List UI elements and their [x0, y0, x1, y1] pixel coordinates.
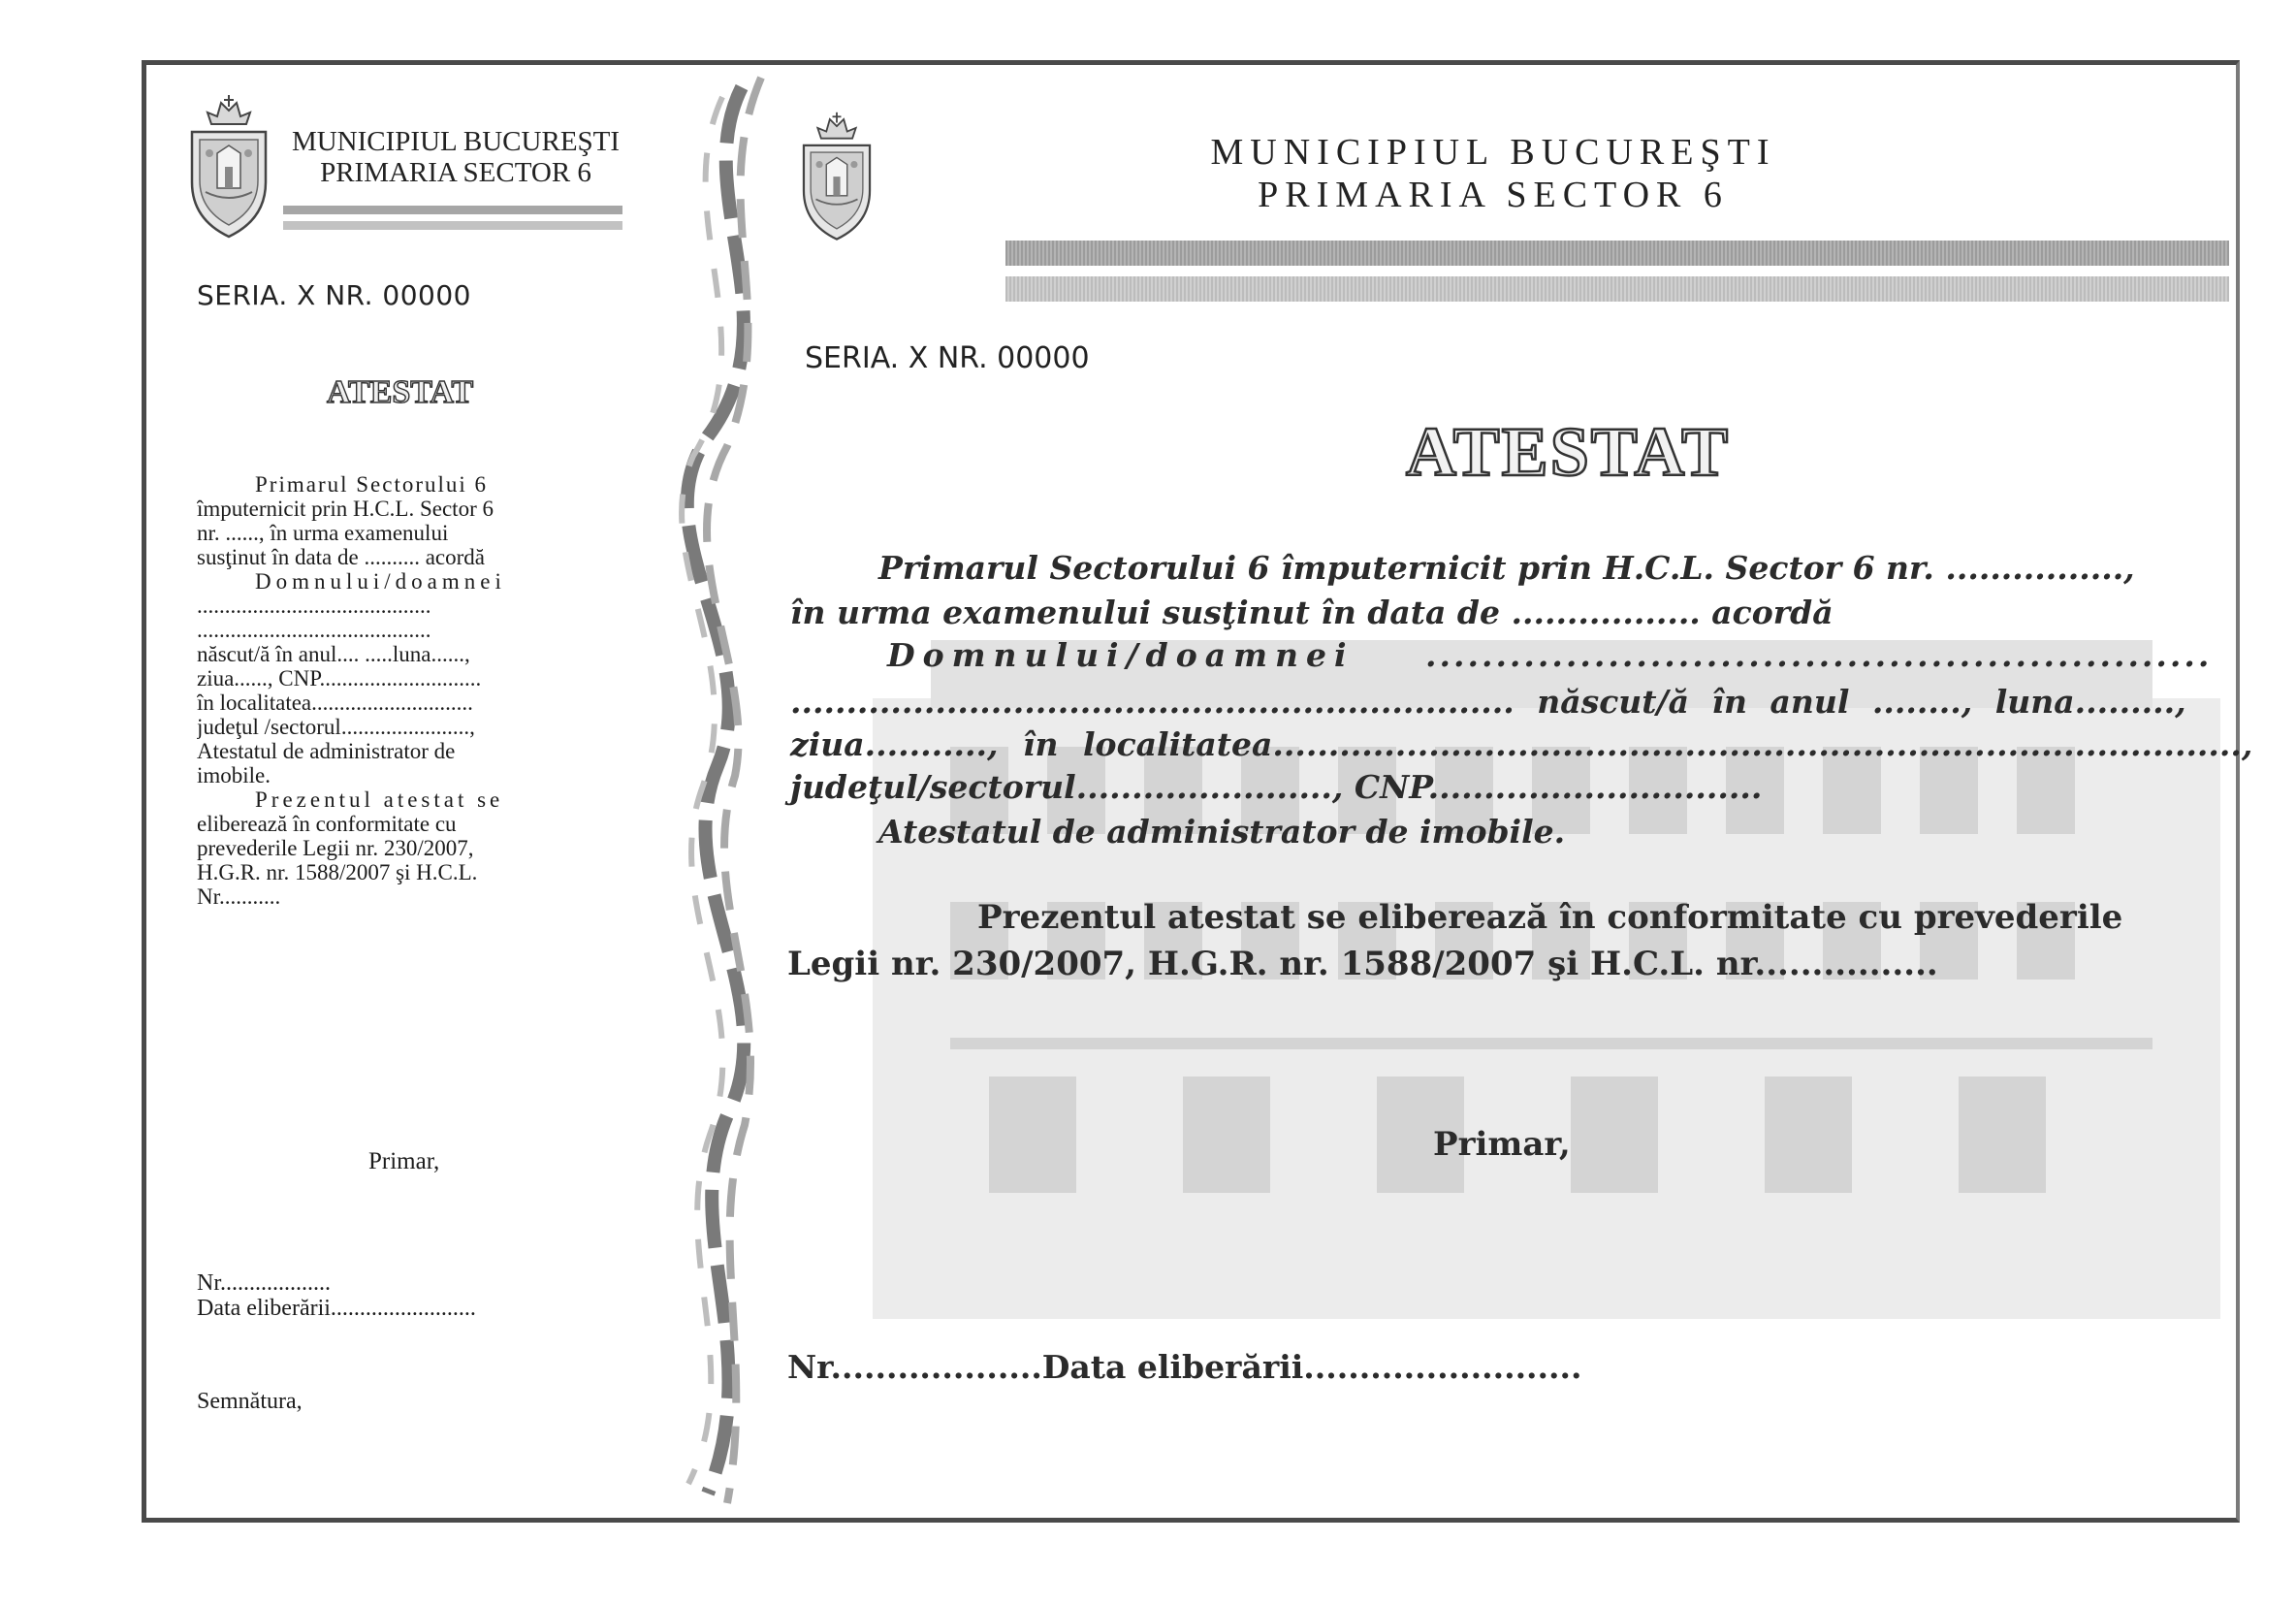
stub-body-line: Primarul Sectorului 6: [255, 472, 489, 497]
stub-body-line: Nr...........: [197, 884, 281, 909]
main-title: ATESTAT: [1406, 413, 1731, 491]
stub-body-line: ..........................................: [197, 594, 431, 618]
perforation-divider: [650, 68, 795, 1523]
stub-signature-label: Semnătura,: [197, 1389, 303, 1414]
main-decorative-bar-bottom: [1005, 276, 2229, 302]
stub-body-line: prevederile Legii nr. 230/2007,: [197, 836, 474, 860]
main-text-line5: ziua..........., în localitatea.......................................................................................,: [790, 725, 2253, 763]
stub-decorative-bar-bottom: [283, 221, 622, 230]
main-text-line4: ................................................................. născut/ă în anul ........, luna.........,: [790, 683, 2186, 721]
stub-body-line: H.G.R. nr. 1588/2007 şi H.C.L.: [197, 860, 478, 884]
main-header-line2: PRIMARIA SECTOR 6: [1258, 175, 1729, 215]
stub-body-line: judeţul /sectorul.......................,: [197, 715, 475, 739]
main-text-line8: Prezentul atestat se eliberează în conformitate cu prevederile: [977, 898, 2123, 937]
coat-of-arms-icon: [795, 105, 878, 250]
stub-issue-date-field: Data eliberării.........................: [197, 1296, 476, 1321]
stub-body-line: în localitatea.............................: [197, 691, 473, 715]
stub-body-line: eliberează în conformitate cu: [197, 812, 457, 836]
stub-body-line: ..........................................: [197, 618, 431, 642]
stub-title: ATESTAT: [327, 374, 474, 410]
main-text-line2: în urma examenului susţinut în data de ................. acordă: [790, 594, 1834, 631]
stub-body-line: Prezentul atestat se: [255, 787, 504, 812]
main-header-line1: MUNICIPIUL BUCUREŞTI: [1210, 132, 1776, 173]
stub-body-line: Atestatul de administrator de: [197, 739, 456, 763]
stub-body-line: susţinut în data de .......... acordă: [197, 545, 486, 569]
main-text-line1: Primarul Sectorului 6 împuternicit prin H.C.L. Sector 6 nr. ................,: [878, 549, 2135, 587]
main-series-number: SERIA. X NR. 00000: [805, 341, 1090, 375]
main-decorative-bar-top: [1005, 241, 2229, 266]
coat-of-arms-icon: [182, 95, 275, 241]
stub-body-line: nr. ......, în urma examenului: [197, 521, 449, 545]
main-text-line7: Atestatul de administrator de imobile.: [878, 813, 1566, 851]
stub-body-text: [197, 472, 643, 909]
stub-body-line: împuternicit prin H.C.L. Sector 6: [197, 497, 494, 521]
main-text-line3-dots: ........................................................: [1425, 636, 2213, 674]
stub-body-line: născut/ă în anul.... .....luna......,: [197, 642, 470, 666]
stub-body-line: Domnului/doamnei: [255, 569, 506, 594]
stub-series-number: SERIA. X NR. 00000: [197, 279, 471, 311]
stub-body-line: ziua......, CNP.............................: [197, 666, 482, 691]
main-footer-nr-date: Nr...................Data eliberării.........................: [787, 1348, 1582, 1386]
stub-header-line1: MUNICIPIUL BUCUREŞTI: [291, 126, 621, 157]
main-text-line9: Legii nr. 230/2007, H.G.R. nr. 1588/2007 şi H.C.L. nr................: [787, 945, 1938, 983]
stub-primar-label: Primar,: [368, 1148, 440, 1174]
stub-body-line: imobile.: [197, 763, 271, 787]
main-primar-label: Primar,: [1433, 1125, 1571, 1164]
stub-decorative-bar-top: [283, 206, 622, 214]
main-text-line6: judeţul/sectorul......................., CNP..............................: [790, 768, 1763, 806]
stub-header-line2: PRIMARIA SECTOR 6: [320, 157, 591, 188]
stub-nr-field: Nr...................: [197, 1270, 331, 1296]
main-text-line3-label: Domnului/doamnei: [887, 636, 1355, 674]
